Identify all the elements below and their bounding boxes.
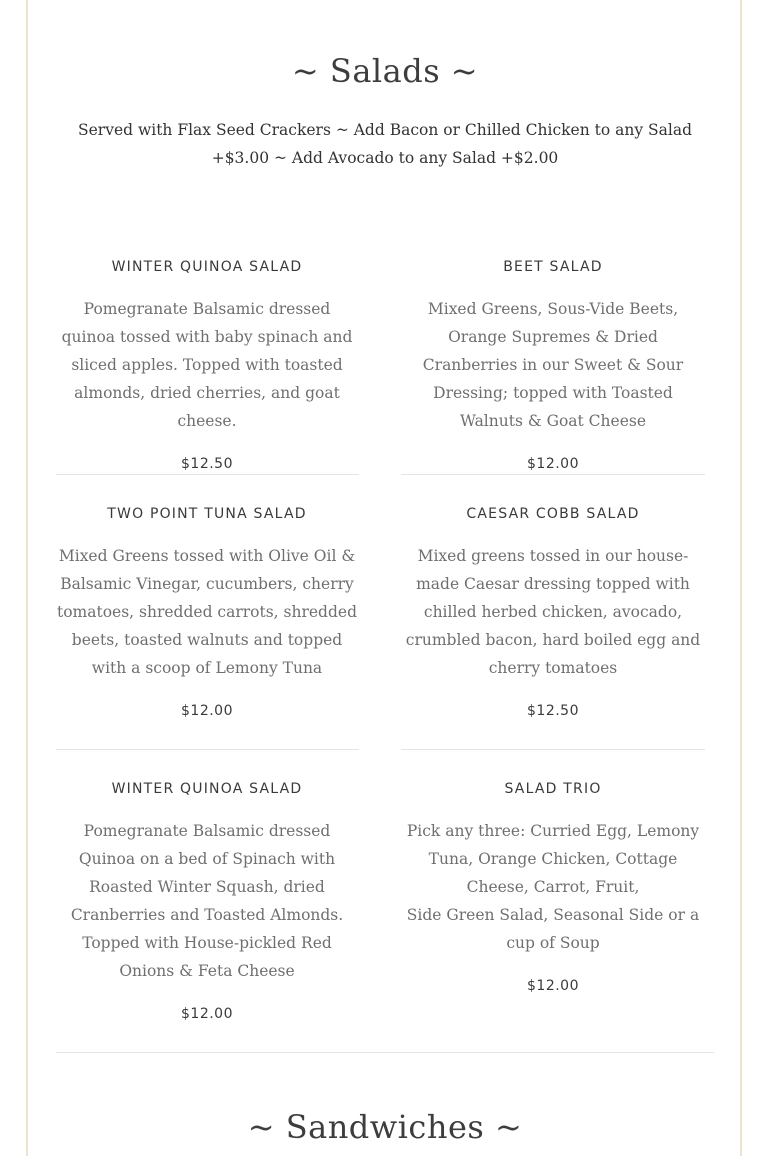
item-divider [56,749,359,750]
menu-item-name: WINTER QUINOA SALAD [111,259,303,275]
menu-item [55,503,359,722]
menu-item-price: $12.00 [527,978,579,994]
menu-item-description: Pick any three: Curried Egg, Lemony Tuna, Orange Chicken, Cottage Cheese, Carrot, Fruit, Side Green Salad, Seasonal Side or a cup of Soup [406,822,700,952]
item-divider [401,749,705,750]
salads-intro: Served with Flax Seed Crackers ~ Add Bacon or Chilled Chicken to any Salad +$3.00 ~ Add Avocado to any Salad +$2.00 [78,121,692,167]
menu-item-description: Mixed Greens, Sous-Vide Beets, Orange Supremes & Dried Cranberries in our Sweet & Sour Dressing; topped with Toasted Walnuts & Goat Cheese [422,300,684,430]
menu-item-price: $12.00 [527,456,579,472]
menu-item-description: Mixed Greens tossed with Olive Oil & Balsamic Vinegar, cucumbers, cherry tomatoes, shredded carrots, shredded beets, toasted walnuts and topped with a scoop of Lemony Tuna [57,547,357,677]
sandwiches-heading: ~ Sandwiches ~ [247,1108,523,1146]
menu-item-price: $12.00 [181,1006,233,1022]
menu-item [55,256,359,475]
menu-item [401,256,705,475]
menu-item-name: CAESAR COBB SALAD [466,506,640,522]
menu-item-price: $12.00 [181,703,233,719]
menu-item-name: TWO POINT TUNA SALAD [107,506,307,522]
menu-item [55,778,359,1025]
menu-item [401,778,705,997]
menu-item [401,503,705,722]
menu-item-name: SALAD TRIO [504,781,602,797]
item-divider [56,474,359,475]
menu-item-price: $12.50 [181,456,233,472]
menu-item-name: BEET SALAD [503,259,603,275]
menu-item-description: Pomegranate Balsamic dressed quinoa tossed with baby spinach and sliced apples. Topped with toasted almonds, dried cherries, and goat cheese. [61,300,353,430]
menu-item-description: Mixed greens tossed in our house-made Caesar dressing topped with chilled herbed chicken, avocado, crumbled bacon, hard boiled egg and cherry tomatoes [405,547,701,677]
section-divider [56,1052,714,1053]
menu-item-description: Pomegranate Balsamic dressed Quinoa on a bed of Spinach with Roasted Winter Squash, dried Cranberries and Toasted Almonds. Topped with House-pickled Red Onions & Feta Cheese [70,822,344,980]
menu-item-price: $12.50 [527,703,579,719]
salads-heading: ~ Salads ~ [291,52,479,90]
menu-item-name: WINTER QUINOA SALAD [111,781,303,797]
item-divider [401,474,705,475]
